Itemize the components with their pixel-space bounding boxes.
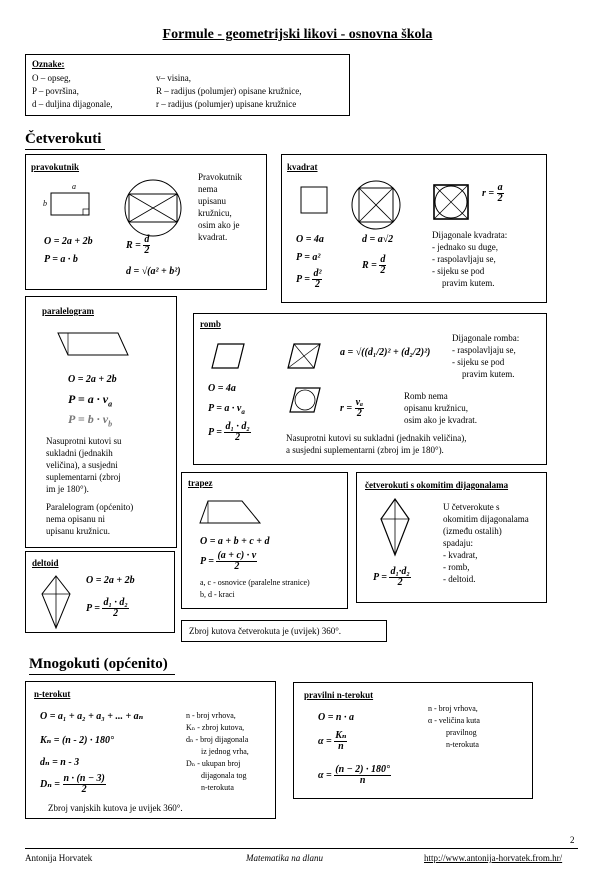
okomite-text: - kvadrat,	[443, 550, 478, 560]
romb-angles: Nasuprotni kutovi su sukladni (jednakih veličina),	[286, 433, 467, 443]
label-a: a	[72, 182, 76, 191]
rectangle-figure	[46, 183, 96, 223]
oznake-line: P – površina,	[32, 86, 79, 96]
pravokutnik-note: osim ako je	[198, 220, 240, 230]
romb-a-formula: a = √((d₁/2)² + (d₂/2)²)	[340, 347, 431, 358]
n-terokut-legend: dₙ - broj dijagonala	[186, 735, 249, 744]
romb-diag: pravim kutem.	[462, 369, 515, 379]
paralelogram-note: sukladni (jednakih	[46, 448, 113, 458]
okomite-text: - romb,	[443, 562, 470, 572]
pravokutnik-R: R = $\frac{d}{2}$	[126, 234, 150, 256]
pravilni-legend: n - broj vrhova,	[428, 704, 478, 713]
n-terokut-heading: n-terokut	[34, 689, 71, 699]
pravokutnik-box	[25, 154, 267, 290]
paralelogram-note: veličina), a susjedni	[46, 460, 118, 470]
paralelogram-povrsina-b: $P = b \cdot v_b$	[68, 412, 113, 429]
okomite-text: U četverokute s	[443, 502, 500, 512]
okomite-heading: četverokuti s okomitim dijagonalama	[365, 480, 509, 490]
romb-heading: romb	[200, 319, 221, 329]
okomite-text: spadaju:	[443, 538, 473, 548]
section-cetverokuti: Četverokuti	[25, 131, 102, 147]
kvadrat-diag: - raspolavljaju se,	[432, 254, 496, 264]
pravilni-kut-formula: α = $\frac{(n - 2) \cdot 180^\circ}{n}$	[318, 764, 391, 786]
romb-note: osim ako je kvadrat.	[404, 415, 477, 425]
n-terokut-legend: n-terokuta	[201, 783, 234, 792]
kvadrat-r: r = $\frac{a}{2}$	[482, 182, 503, 204]
paralelogram-note: Nasuprotni kutovi su	[46, 436, 122, 446]
romb-diag-heading: Dijagonale romba:	[452, 333, 520, 343]
oznake-heading: Oznake:	[32, 59, 65, 69]
footer-url-link[interactable]: http://www.antonija-horvatek.from.hr/	[424, 853, 563, 863]
romb-diag: - sijeku se pod	[452, 357, 505, 367]
zbroj-kutova-box	[181, 620, 387, 642]
trapez-opseg: O = a + b + c + d	[200, 536, 270, 547]
inscribed-square-figure	[430, 181, 474, 225]
kvadrat-povrsina-d: P = $\frac{\text{d²}}{2}$	[296, 268, 322, 290]
footer-author: Antonija Horvatek	[25, 853, 93, 863]
okomite-text: - deltoid.	[443, 574, 476, 584]
n-terokut-zbroj-kutova: Kₙ = (n - 2) · 180°	[40, 735, 114, 746]
pravokutnik-note: kružnicu,	[198, 208, 232, 218]
pravilni-heading: pravilni n-terokut	[304, 690, 374, 700]
oznake-line: r – radijus (polumjer) upisane kružnice	[156, 99, 297, 109]
parallelogram-figure	[56, 325, 136, 365]
kvadrat-R: R = $\frac{d}{2}$	[362, 254, 386, 276]
paralelogram-note: im je 180°).	[46, 484, 89, 494]
n-terokut-legend: dijagonala tog	[201, 771, 247, 780]
pravokutnik-heading: pravokutnik	[31, 162, 80, 172]
n-terokut-ukupno-dijagonala: Dₙ = $\frac{n \cdot (n - 3)}{2}$	[40, 773, 105, 795]
kvadrat-diagonal: d = a√2	[362, 234, 394, 245]
pravokutnik-opseg: O = 2a + 2b	[44, 236, 93, 247]
romb-note: Romb nema	[404, 391, 448, 401]
paralelogram-opseg: O = 2a + 2b	[68, 374, 117, 385]
rhombus-inscribed-figure	[286, 382, 326, 418]
romb-diag: - raspolavljaju se,	[452, 345, 516, 355]
footer-divider	[25, 848, 578, 849]
pravokutnik-note: Pravokutnik	[198, 172, 242, 182]
kvadrat-box	[281, 154, 547, 303]
romb-angles: a susjedni suplementarni (zbroj im je 180°).	[286, 445, 444, 455]
square-figure	[296, 181, 336, 221]
oznake-box	[25, 54, 350, 116]
okomite-box	[356, 472, 547, 603]
okomite-povrsina: P = $\frac{\text{d₁·d₂}}{2}$	[373, 566, 410, 588]
oznake-line: O – opseg,	[32, 73, 71, 83]
kvadrat-povrsina: P = a²	[296, 252, 321, 263]
footer-center: Matematika na dlanu	[246, 853, 323, 863]
n-terokut-legend: n - broj vrhova,	[186, 711, 236, 720]
rhombus-figure	[204, 338, 246, 374]
n-terokut-box	[25, 681, 276, 819]
n-terokut-legend: Dₙ - ukupan broj	[186, 759, 241, 768]
paralelogram-note: upisanu kružnicu.	[46, 526, 110, 536]
kvadrat-heading: kvadrat	[287, 162, 318, 172]
romb-povrsina-a: $P = a \cdot v_a$	[208, 403, 245, 416]
trapezoid-figure	[196, 493, 266, 531]
section-mnogokuti: Mnogokuti (općenito)	[29, 656, 168, 672]
kvadrat-diag: pravim kutem.	[442, 278, 495, 288]
romb-povrsina-d: P = $\frac{\text{d₁ · d₂}}{2}$	[208, 421, 250, 443]
deltoid-figure	[38, 572, 74, 632]
n-terokut-legend: iz jednog vrha,	[201, 747, 249, 756]
paralelogram-box	[25, 296, 177, 548]
zbroj-kutova-text: Zbroj kutova četverokuta je (uvijek) 360°.	[189, 626, 342, 636]
section-underline	[29, 674, 175, 675]
romb-note: opisanu kružnicu,	[404, 403, 468, 413]
oznake-line: v– visina,	[156, 73, 191, 83]
oznake-line: R – radijus (polumjer) opisane kružnice,	[156, 86, 302, 96]
perpendicular-diagonals-figure	[375, 495, 415, 559]
kvadrat-opseg: O = 4a	[296, 234, 324, 245]
deltoid-povrsina: P = $\frac{\text{d₁ · d₂}}{2}$	[86, 597, 128, 619]
romb-r: r = $\frac{\text{vₐ}}{2}$	[340, 397, 364, 419]
kvadrat-diag: - jednako su duge,	[432, 242, 498, 252]
romb-opseg: O = 4a	[208, 383, 236, 394]
label-b: b	[43, 199, 47, 208]
paralelogram-povrsina-a: $P = a \cdot v_a$	[68, 392, 113, 409]
romb-box	[193, 313, 547, 465]
pravilni-legend: α - veličina kuta	[428, 716, 480, 725]
n-terokut-vanjski: Zbroj vanjskih kutova je uvijek 360°.	[48, 803, 183, 813]
pravilni-kut: α = $\frac{\text{Kₙ}}{n}$	[318, 730, 347, 752]
paralelogram-note: nema opisanu ni	[46, 514, 105, 524]
circumscribed-square-figure	[350, 179, 402, 231]
trapez-box	[181, 472, 348, 609]
pravokutnik-povrsina: P = a · b	[44, 254, 78, 265]
pravilni-box	[293, 682, 533, 799]
n-terokut-opseg: O = a₁ + a₂ + a₃ + ... + aₙ	[40, 711, 144, 722]
page-title: Formule - geometrijski likovi - osnovna škola	[162, 27, 433, 42]
trapez-note: b, d - kraci	[200, 590, 235, 599]
pravokutnik-note: kvadrat.	[198, 232, 228, 242]
trapez-note: a, c - osnovice (paralelne stranice)	[200, 578, 310, 587]
rhombus-diagonals-figure	[282, 338, 324, 374]
deltoid-opseg: O = 2a + 2b	[86, 575, 135, 586]
pravilni-legend: pravilnog	[446, 728, 477, 737]
n-terokut-dijagonale: dₙ = n - 3	[40, 757, 80, 768]
paralelogram-heading: paralelogram	[42, 306, 94, 316]
page-number: 2	[570, 835, 575, 845]
trapez-povrsina: P = $\frac{(a + c) \cdot v}{2}$	[200, 550, 257, 572]
pravilni-opseg: O = n · a	[318, 712, 354, 723]
kvadrat-diag: - sijeku se pod	[432, 266, 485, 276]
n-terokut-legend: Kₙ - zbroj kutova,	[186, 723, 245, 732]
pravokutnik-note: nema	[198, 184, 218, 194]
pravokutnik-diagonal: d = √(a² + b²)	[126, 266, 181, 277]
deltoid-heading: deltoid	[32, 558, 59, 568]
oznake-line: d – duljina dijagonale,	[32, 99, 113, 109]
deltoid-box	[25, 551, 175, 633]
okomite-text: (između ostalih)	[443, 526, 502, 536]
okomite-text: okomitim dijagonalama	[443, 514, 529, 524]
pravokutnik-note: upisanu	[198, 196, 226, 206]
circumscribed-rectangle-figure	[122, 177, 184, 239]
pravilni-legend: n-terokuta	[446, 740, 479, 749]
paralelogram-note: suplementarni (zbroj	[46, 472, 121, 482]
section-underline	[25, 149, 105, 150]
trapez-heading: trapez	[188, 478, 213, 488]
kvadrat-diag-heading: Dijagonale kvadrata:	[432, 230, 508, 240]
paralelogram-note: Paralelogram (općenito)	[46, 502, 134, 512]
